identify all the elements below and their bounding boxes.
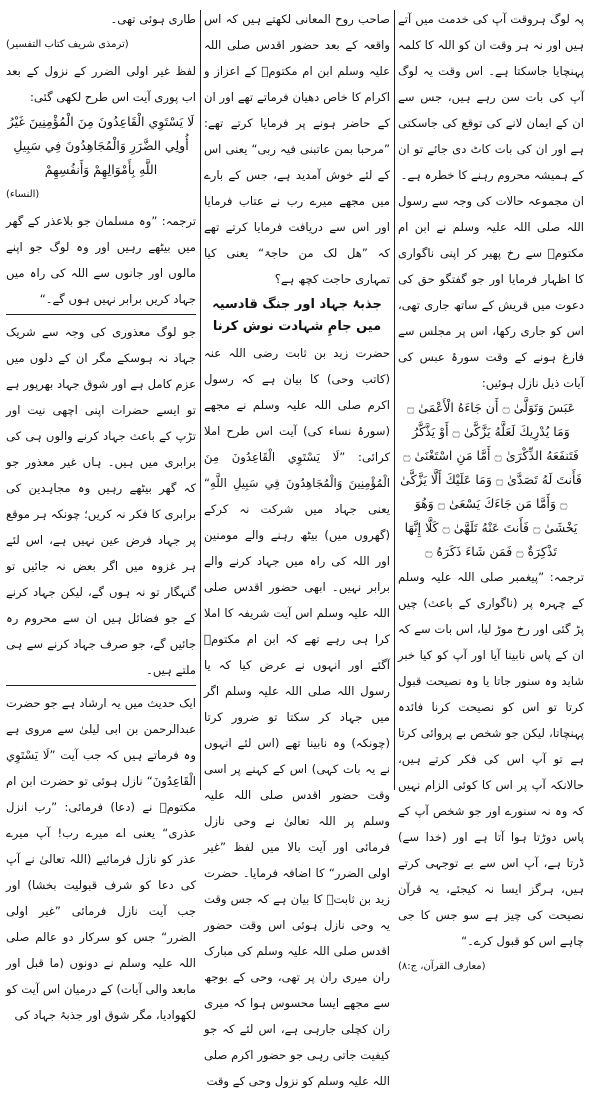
horizontal-divider: [6, 314, 196, 315]
horizontal-divider: [6, 685, 196, 686]
paragraph: حضرت زید بن ثابت رضی اللہ عنہ (کاتب وحی) کا بیان ہے کہ رسول اکرم صلی اللہ علیہ وسلم نے مجھے (سورۂ نساء کی) آیت اس طرح املا کرائی: ”لَا يَسْتَوِي الْقَاعِدُونَ مِنَ الْمُؤْمِنِينَ وَالْمُجَاهِدُونَ فِي سَبِيلِ اللَّهِ“ یعنی جہاد میں شرکت نہ کرکے (گھروں میں) بیٹھ رہنے والے مومنین اور اللہ کی راہ میں جہاد کرنے والے برابر نہیں۔ ابھی حضور اقدس صلی اللہ علیہ وسلم اس آیت شریفہ کا املا کرا ہی رہے تھے کہ ابن ام مکتومؓ آگئے اور انہوں نے عرض کیا کہ یا رسول اللہ صلی اللہ علیہ وسلم اگر میں جہاد کر سکتا تو ضرور کرتا (چونکہ) وہ نابینا تھے (اس لئے انہوں نے یہ بات کہی) اس کے کہنے پر اسی وقت حضور اقدس صلی اللہ علیہ وسلم پر اللہ تعالیٰ نے وحی نازل فرمائی اور آیت بالا میں لفظ ”غیر اولی الضرر“ کا اضافہ فرمایا۔ حضرت زید بن ثابتؓ کا بیان ہے کہ جس وقت یہ وحی نازل ہوئی اس وقت حضور اقدس صلی اللہ علیہ وسلم کی مبارک ران میری ران پر تھی، وحی کے بوجھ سے مجھے ایسا محسوس ہوا کہ میری ران کچلی جارہی ہے، اس لئے کہ جو کیفیت جاتی رہی جو حضور اکرم صلی اللہ علیہ وسلم کو نزول وحی کے وقت: [204, 346, 390, 1088]
quran-verse: لَا يَسْتَوِي الْقَاعِدُونَ مِنَ الْمُؤْمِنِينَ غَيْرُ أُولِي الضَّرَرِ وَالْمُجَاهِدُونَ فِي سَبِيلِ اللَّهِ بِأَمْوَالِهِمْ وَأَنفُسِهِمْ: [7, 114, 195, 177]
translation-paragraph: ترجمہ: ”وہ مسلمان جو بلاعذر کے گھر میں بیٹھے رہیں اور وہ لوگ جو اپنے مالوں اور جانوں سے اللہ کی راہ میں جہاد کریں برابر نہیں ہوں گے۔“: [6, 214, 196, 306]
paragraph: ایک حدیث میں یہ ارشاد ہے جو حضرت عبدالرحمن بن ابی لیلیٰ سے مروی ہے وہ فرماتے ہیں کہ جب آیت ”لَا يَسْتَوِي الْقَاعِدُونَ“ نازل ہوئی تو حضرت ابن ام مکتومؓ نے (دعا) فرمائی: ”رب انزل عذری“ یعنی اے میرے رب! آپ میرے عذر کو نازل فرمائیے (اللہ تعالیٰ نے آپ کی دعا کو شرف قبولیت بخشا) اور جب آیت نازل فرمائی ”غیر اولی الضرر“ جس کو سرکار دو عالم صلی اللہ علیہ وسلم نے دونوں (ما قبل اور مابعد والی آیات) کے درمیان اس آیت کو لکھوادیا، مگر شوق اور جذبۂ جہاد کی: [6, 696, 196, 1022]
paragraph: لفظ غیر اولی الضرر کے نزول کے بعد اب پوری آیت اس طرح لکھی گئی:: [6, 64, 196, 104]
source-reference: (معارف القرآن، ج:۸): [398, 961, 486, 972]
source-reference: (ترمذی شریف کتاب التفسیر): [6, 39, 129, 50]
surah-reference: (النساء): [6, 189, 40, 200]
paragraph: طاری ہوئی تھی۔: [110, 12, 196, 26]
column-divider: [394, 10, 395, 790]
paragraph: صاحب روح المعانی لکھتے ہیں کہ اس واقعہ کے بعد حضور اقدس صلی اللہ علیہ وسلم ابن ام مکتومؓ کے اعزاز و اکرام کا خاص دھیان فرماتے تھے اور ان کے حاضر ہونے پر فرمایا کرتے تھے: ”مرحبا بمن عاتبنی فیہ ربی“ یعنی اس کے لئے خوش آمدید ہے، جس کے بارے میں مجھے میرے رب نے عتاب فرمایا اور اس سے دریافت فرمایا کرتے تھے کہ ”ھل لک من حاجۃ“ یعنی کیا تمہاری حاجت کچھ ہے؟: [204, 12, 390, 286]
document-page: [6, 6, 584, 1088]
paragraph: ان مجموعہ حالات کی وجہ سے رسول اللہ صلی اللہ علیہ وسلم نے ابن ام مکتومؓ سے رخ پھیر کر اپنی ناگواری کا اظہار فرمایا اور جو گفتگو حق کی دعوت میں قریش کے ساتھ جاری تھی، اس کو جاری رکھا، اس پر مجلس سے فارغ ہونے کے وقت سورۂ عبس کی آیات ذیل نازل ہوئیں:: [398, 194, 584, 390]
section-heading: جذبۂ جہاد اور جنگ قادسیہ میں جامِ شہادت نوش کرنا: [212, 297, 382, 334]
paragraph: پہ لوگ ہروقت آپ کی خدمت میں آتے ہیں اور نہ ہر وقت ان کو اللہ کا کلمہ پہنچایا جاسکتا ہے۔ اس وقت یہ لوگ آپ کی بات سن رہے ہیں، جس سے ان کے ایمان لانے کی توقع کی جاسکتی ہے اور ان کی بات کاٹ دی جائے تو ان کے ہمیشہ محروم رہنے کا خطرہ ہے۔: [398, 12, 584, 182]
quran-verses: عَبَسَ وَتَوَلَّىٰ ۝ أَن جَاءَهُ الْأَعْمَىٰ ۝ وَمَا يُدْرِيكَ لَعَلَّهُ يَزَّكَّىٰ ۝ أَوْ يَذَّكَّرُ فَتَنفَعَهُ الذِّكْرَىٰ ۝ أَمَّا مَنِ اسْتَغْنَىٰ ۝ فَأَنتَ لَهُ تَصَدَّىٰ ۝ وَمَا عَلَيْكَ أَلَّا يَزَّكَّىٰ ۝ وَأَمَّا مَن جَاءَكَ يَسْعَىٰ ۝ وَهُوَ يَخْشَىٰ ۝ فَأَنتَ عَنْهُ تَلَهَّىٰ ۝ كَلَّا إِنَّهَا تَذْكِرَةٌ ۝ فَمَن شَاءَ ذَكَرَهُ ۝: [400, 400, 582, 559]
column-left: [6, 6, 196, 1022]
translation-paragraph: ترجمہ: ”پیغمبر صلی اللہ علیہ وسلم کے چہرہ پر (ناگواری کے باعث) چیں پڑ گئی اور رخ موڑ لیا، اس بات سے کہ ان کے پاس نابینا آیا اور آپ کو کیا خبر شاید وہ سنور جاتا یا وہ نصیحت قبول کرتا تو اس کو نصیحت کرنا فائدہ پہنچاتا، لیکن جو شخص بے پروائی کرتا ہے تو آپ اس کی فکر کرتے ہیں، حالانکہ آپ پر اس کا کوئی الزام نہیں کہ وہ نہ سنورے اور جو شخص آپ کے پاس دوڑتا ہوا آتا ہے اور (خدا سے) ڈرتا ہے، آپ اس سے بے توجہی کرتے ہیں، ہرگز ایسا نہ کیجئے، یہ قرآن نصیحت کی چیز ہے سو جس کا جی چاہے اس کو قبول کرے۔“: [398, 570, 584, 948]
paragraph: جو لوگ معذوری کی وجہ سے شریک جہاد نہ ہوسکے مگر ان کے دلوں میں عزم کامل ہے اور شوق جہاد بھرپور ہے تو ایسے حضرات اپنی اچھی نیت اور تڑپ کے باعث جہاد کرنے والوں ہی کی برابری میں ہیں۔ ہاں غیر معذور جو کہ گھر بیٹھے رہیں وہ مجاہدین کی برابری کا فکر نہ کریں؛ چونکہ ہر موقع پر جہاد فرض عین نہیں ہے، اس لئے ہر غزوہ میں اگر بعض نہ جائیں تو گنہگار تو نہ ہوں گے، لیکن جہاد کرنے کے جو فضائل ہیں ان سے محروم رہ جائیں گے، جو صرف جہاد کرنے سے ہی ملتے ہیں۔: [6, 325, 196, 677]
column-right: [398, 6, 584, 972]
column-middle: [204, 6, 390, 1088]
column-divider: [200, 10, 201, 790]
